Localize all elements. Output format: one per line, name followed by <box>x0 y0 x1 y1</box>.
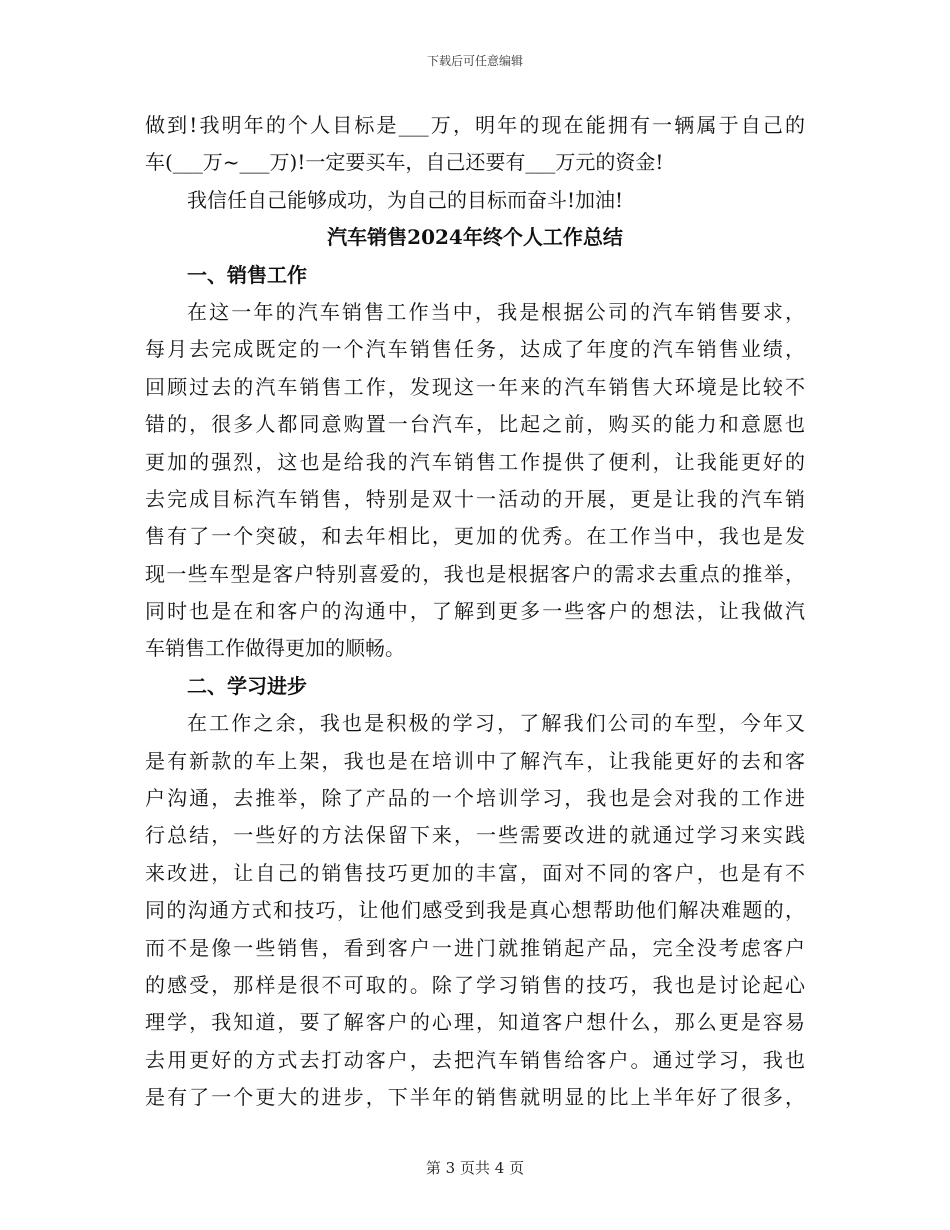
paragraph-line: 每月去完成既定的一个汽车销售任务，达成了年度的汽车销售业绩， <box>145 337 805 362</box>
paragraph-line: 去完成目标汽车销售，特别是双十一活动的开展，更是让我的汽车销 <box>145 486 805 511</box>
paragraph-line: 去用更好的方式去打动客户，去把汽车销售给客户。通过学习，我也 <box>145 1047 805 1072</box>
paragraph-line: 回顾过去的汽车销售工作，发现这一年来的汽车销售大环境是比较不 <box>145 374 805 399</box>
page-footer: 第 3 页共 4 页 <box>425 1159 525 1177</box>
paragraph-line: 户沟通，去推举，除了产品的一个培训学习，我也是会对我的工作进 <box>145 786 805 811</box>
paragraph-line: 车销售工作做得更加的顺畅。 <box>145 636 405 661</box>
document-title: 汽车销售2024年终个人工作总结 <box>327 225 623 250</box>
paragraph-line: 是有新款的车上架，我也是在培训中了解汽车，让我能更好的去和客 <box>145 748 805 773</box>
paragraph-line: 行总结，一些好的方法保留下来，一些需要改进的就通过学习来实践 <box>145 823 805 848</box>
paragraph-line: 售有了一个突破，和去年相比，更加的优秀。在工作当中，我也是发 <box>145 524 805 549</box>
paragraph-line: 同时也是在和客户的沟通中，了解到更多一些客户的想法，让我做汽 <box>145 599 805 624</box>
page-header: 下载后可任意编辑 <box>426 54 523 68</box>
paragraph-line: 而不是像一些销售，看到客户一进门就推销起产品，完全没考虑客户 <box>145 935 805 960</box>
paragraph-line: 是有了一个更大的进步，下半年的销售就明显的比上半年好了很多， <box>145 1085 805 1110</box>
paragraph-line: 做到!我明年的个人目标是___万，明年的现在能拥有一辆属于自己的 <box>145 113 805 137</box>
paragraph-line: 在工作之余，我也是积极的学习，了解我们公司的车型，今年又 <box>187 711 805 736</box>
paragraph-line: 来改进，让自己的销售技巧更加的丰富，面对不同的客户，也是有不 <box>145 860 805 885</box>
paragraph-line: 同的沟通方式和技巧，让他们感受到我是真心想帮助他们解决难题的， <box>145 898 805 923</box>
paragraph-line: 的感受，那样是很不可取的。除了学习销售的技巧，我也是讨论起心 <box>145 972 805 997</box>
paragraph-line: 理学，我知道，要了解客户的心理，知道客户想什么，那么更是容易 <box>145 1010 805 1035</box>
paragraph-line: 现一些车型是客户特别喜爱的，我也是根据客户的需求去重点的推举， <box>145 561 805 586</box>
paragraph-line: 车(___万~___万)!一定要买车，自己还要有___万元的资金! <box>145 150 664 175</box>
document-body <box>145 107 805 1117</box>
paragraph-line: 我信任自己能够成功，为自己的目标而奋斗!加油! <box>187 187 624 212</box>
section-heading: 二、学习进步 <box>187 673 307 698</box>
section-heading: 一、销售工作 <box>187 262 307 287</box>
paragraph-line: 在这一年的汽车销售工作当中，我是根据公司的汽车销售要求， <box>187 299 805 324</box>
paragraph-line: 错的，很多人都同意购置一台汽车，比起之前，购买的能力和意愿也 <box>145 412 805 437</box>
paragraph-line: 更加的强烈，这也是给我的汽车销售工作提供了便利，让我能更好的 <box>145 449 805 474</box>
